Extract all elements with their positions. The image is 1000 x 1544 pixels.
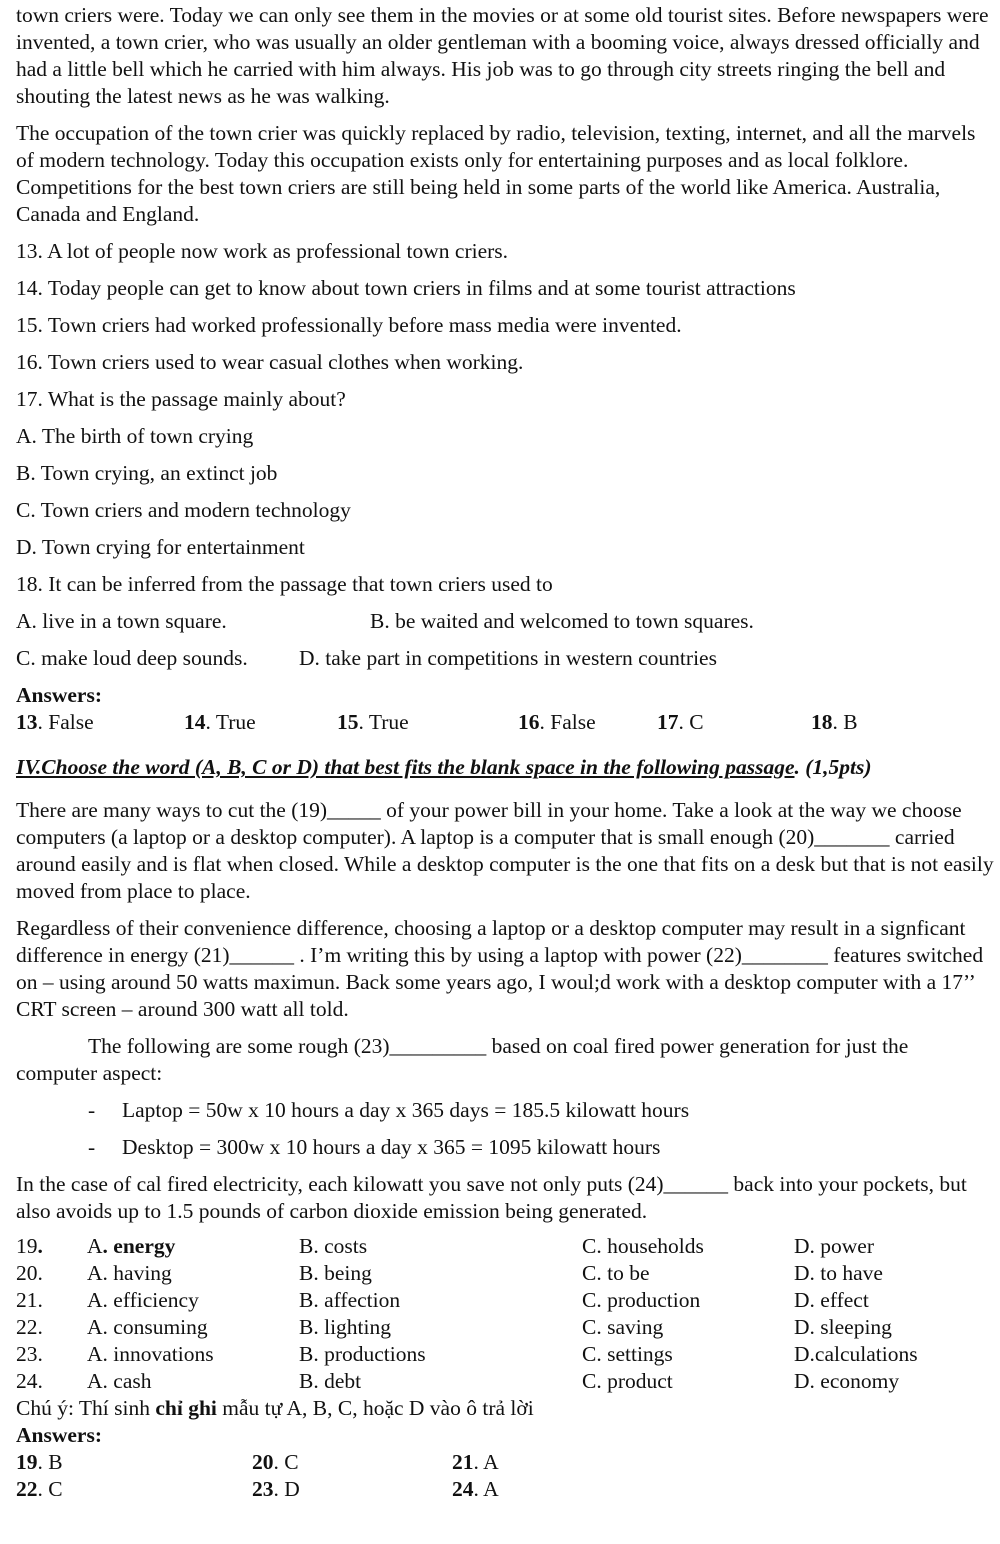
answers-label-1: Answers: bbox=[16, 683, 102, 707]
answer-24: 24. A bbox=[452, 1477, 499, 1501]
options-row-22 bbox=[16, 1314, 994, 1341]
question-16: 16. Town criers used to wear casual clothes when working. bbox=[16, 350, 524, 374]
question-17-option-c: C. Town criers and modern technology bbox=[16, 498, 351, 522]
question-17-option-a: A. The birth of town crying bbox=[16, 424, 254, 448]
option-c: C. settings bbox=[582, 1342, 673, 1366]
question-13: 13. A lot of people now work as professional town criers. bbox=[16, 239, 509, 263]
option-d: D. economy bbox=[794, 1369, 900, 1393]
option-d: D. to have bbox=[794, 1261, 883, 1285]
question-17-option-b: B. Town crying, an extinct job bbox=[16, 461, 278, 485]
answer-16: 16. False bbox=[518, 710, 596, 734]
bullet-dash: - bbox=[88, 1098, 96, 1122]
answer-19: 19. B bbox=[16, 1450, 63, 1474]
instruction-note: Chú ý: Thí sinh chỉ ghi mẫu tự A, B, C, hoặc D vào ô trả lời bbox=[16, 1396, 534, 1420]
question-18-option-d: D. take part in competitions in western countries bbox=[299, 646, 717, 670]
options-row-23 bbox=[16, 1341, 994, 1368]
answers-row-2b bbox=[16, 1476, 994, 1503]
answer-23: 23. D bbox=[252, 1477, 300, 1501]
question-15: 15. Town criers had worked professionally before mass media were invented. bbox=[16, 313, 682, 337]
answer-13: 13. False bbox=[16, 710, 94, 734]
option-number: 23. bbox=[16, 1342, 43, 1366]
answer-20: 20. C bbox=[252, 1450, 299, 1474]
answer-21: 21. A bbox=[452, 1450, 499, 1474]
options-table bbox=[16, 1233, 994, 1395]
passage1-paragraph2: The occupation of the town crier was quickly replaced by radio, television, texting, internet, and all the marvels of modern technology. Today this occupation exists only for entertaining purposes and as local folklore. Competitions for the best town criers are still being held in some parts of the world like America. Australia, Canada and England. bbox=[16, 121, 976, 226]
options-row-21 bbox=[16, 1287, 994, 1314]
passage2-paragraph2: Regardless of their convenience difference, choosing a laptop or a desktop computer may result in a signficant difference in energy (21)______ . I’m writing this by using a laptop with power (22)________ features switched on – using around 50 watts maximun. Back some years ago, I woul;d work with a desktop computer with a 17’’ CRT screen – around 300 watt all told. bbox=[16, 916, 984, 1021]
passage1-paragraph1: town criers were. Today we can only see them in the movies or at some old tourist sites. Before newspapers were invented, a town crier, who was usually an older gentleman with a booming voice, always dressed officially and had a little bell which he carried with him always. His job was to go through city streets ringing the bell and shouting the latest news as he was walking. bbox=[16, 3, 989, 108]
option-c: C. saving bbox=[582, 1315, 664, 1339]
option-d: D. sleeping bbox=[794, 1315, 892, 1339]
question-14: 14. Today people can get to know about town criers in films and at some tourist attractions bbox=[16, 276, 796, 300]
passage2-paragraph1: There are many ways to cut the (19)_____ of your power bill in your home. Take a look at the way we choose computers (a laptop or a desktop computer). A laptop is a computer that is small enough (20)_______ carried around easily and is flat when closed. While a desktop computer is the one that fits on a desk but that is not easily moved from place to place. bbox=[16, 798, 994, 903]
question-18: 18. It can be inferred from the passage that town criers used to bbox=[16, 572, 553, 596]
answers-row-1 bbox=[16, 709, 994, 738]
question-18-options-row1 bbox=[16, 608, 994, 635]
option-a: A. cash bbox=[87, 1369, 152, 1393]
answer-14: 14. True bbox=[184, 710, 256, 734]
option-number: 22. bbox=[16, 1315, 43, 1339]
option-a: A. consuming bbox=[87, 1315, 208, 1339]
section-4-heading: IV.Choose the word (A, B, C or D) that best fits the blank space in the following passage. (1,5pts) bbox=[16, 755, 872, 779]
option-a: A. innovations bbox=[87, 1342, 214, 1366]
option-b: B. productions bbox=[299, 1342, 426, 1366]
options-row-19 bbox=[16, 1233, 994, 1260]
options-row-24 bbox=[16, 1368, 994, 1395]
option-b: B. being bbox=[299, 1261, 372, 1285]
option-c: C. product bbox=[582, 1369, 673, 1393]
question-18-options-row2 bbox=[16, 645, 994, 672]
option-d: D. effect bbox=[794, 1288, 869, 1312]
answers-label-2: Answers: bbox=[16, 1423, 102, 1447]
option-a: A. energy bbox=[87, 1234, 176, 1258]
option-b: B. costs bbox=[299, 1234, 368, 1258]
option-number: 19. bbox=[16, 1234, 43, 1258]
option-a: A. efficiency bbox=[87, 1288, 199, 1312]
answers-row-2a bbox=[16, 1449, 994, 1476]
question-18-option-c: C. make loud deep sounds. bbox=[16, 646, 248, 670]
option-d: D. power bbox=[794, 1234, 875, 1258]
passage2-paragraph3: The following are some rough (23)_________ based on coal fired power generation for just the computer aspect: bbox=[16, 1034, 909, 1085]
calculation-desktop-text: Desktop = 300w x 10 hours a day x 365 = 1095 kilowatt hours bbox=[122, 1135, 661, 1159]
calculation-laptop-text: Laptop = 50w x 10 hours a day x 365 days = 185.5 kilowatt hours bbox=[122, 1098, 690, 1122]
option-b: B. lighting bbox=[299, 1315, 391, 1339]
option-number: 21. bbox=[16, 1288, 43, 1312]
option-number: 20. bbox=[16, 1261, 43, 1285]
calculation-laptop bbox=[16, 1097, 994, 1124]
option-number: 24. bbox=[16, 1369, 43, 1393]
option-b: B. debt bbox=[299, 1369, 362, 1393]
question-17-option-d: D. Town crying for entertainment bbox=[16, 535, 305, 559]
question-18-option-a: A. live in a town square. bbox=[16, 609, 227, 633]
option-a: A. having bbox=[87, 1261, 172, 1285]
bullet-dash: - bbox=[88, 1135, 96, 1159]
answer-22: 22. C bbox=[16, 1477, 63, 1501]
option-d: D.calculations bbox=[794, 1342, 918, 1366]
option-c: C. households bbox=[582, 1234, 704, 1258]
answer-18: 18. B bbox=[811, 710, 858, 734]
answer-15: 15. True bbox=[337, 710, 409, 734]
question-17: 17. What is the passage mainly about? bbox=[16, 387, 346, 411]
answer-17: 17. C bbox=[657, 710, 704, 734]
options-row-20 bbox=[16, 1260, 994, 1287]
option-c: C. to be bbox=[582, 1261, 650, 1285]
calculation-desktop bbox=[16, 1134, 994, 1161]
option-b: B. affection bbox=[299, 1288, 401, 1312]
question-18-option-b: B. be waited and welcomed to town squares. bbox=[370, 609, 754, 633]
passage2-paragraph4: In the case of cal fired electricity, each kilowatt you save not only puts (24)______ back into your pockets, but also avoids up to 1.5 pounds of carbon dioxide emission being generated. bbox=[16, 1172, 967, 1223]
option-c: C. production bbox=[582, 1288, 701, 1312]
